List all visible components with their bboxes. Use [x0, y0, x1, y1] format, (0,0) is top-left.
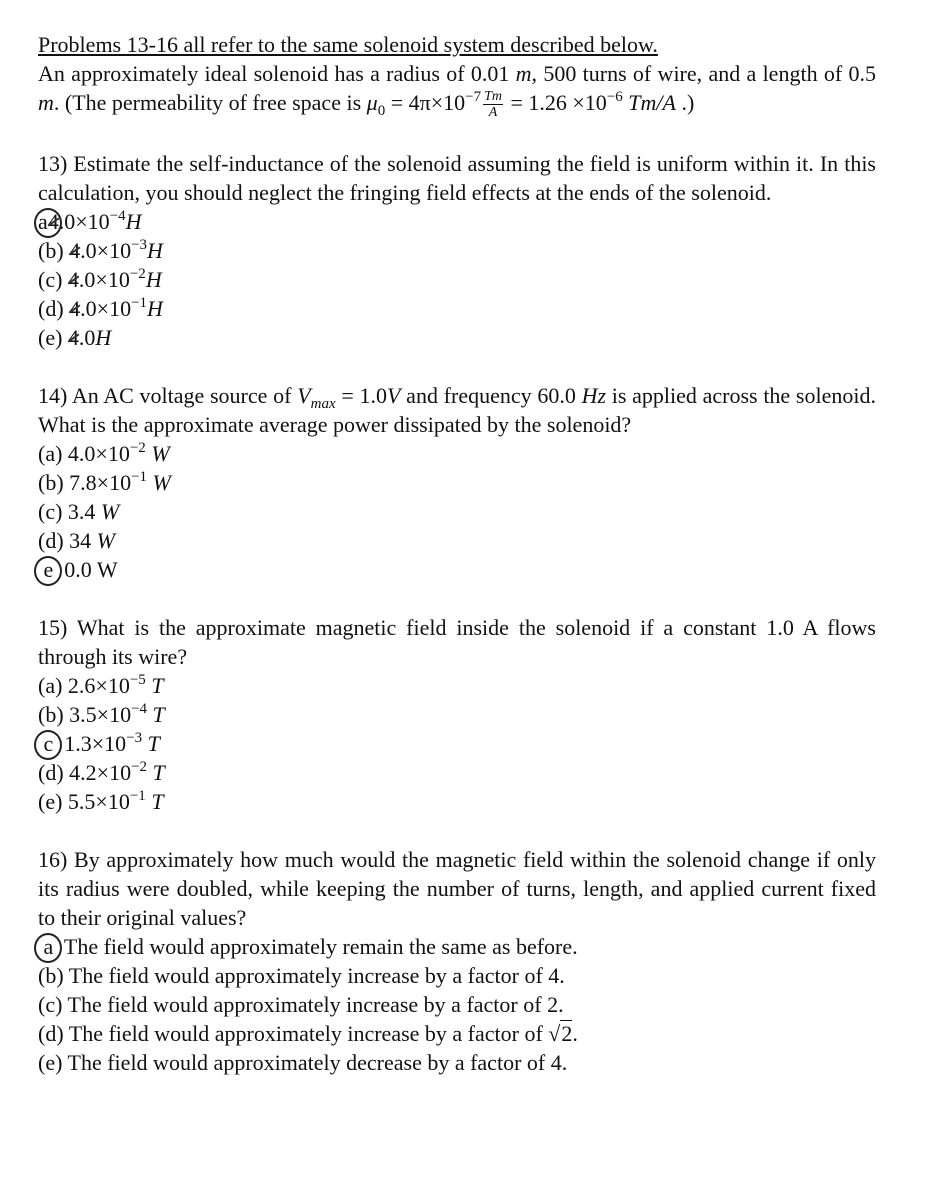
exponent: −2 [129, 266, 146, 283]
choice-value: 34 [69, 528, 92, 554]
mu-symbol: μ [366, 90, 378, 115]
choice-label: (a) [38, 673, 63, 699]
exponent: −1 [131, 469, 148, 486]
problem-16 [38, 845, 876, 1077]
choice-text: . [572, 1021, 578, 1047]
choice-label: c [43, 731, 54, 757]
choice-label: (e) [38, 325, 63, 351]
choice-item[interactable] [38, 526, 876, 555]
choice-letter: c [45, 267, 56, 293]
choice-item[interactable] [38, 787, 876, 816]
question-stem: 13) Estimate the self-inductance of the solenoid assuming the field is uniform within it. In this calculation, you should neglect the fringing field effects at the ends of the solenoid. [38, 151, 876, 206]
problem-15 [38, 613, 876, 816]
choice-label: (c) [38, 499, 63, 525]
choice-value: 4.2×10 [69, 760, 132, 786]
exponent: −4 [131, 701, 148, 718]
choice-value: 4.0×10 [67, 441, 130, 467]
question-stem [38, 381, 876, 439]
choice-item[interactable]: (d) The field would approximately increase by a factor of √2. [38, 1021, 578, 1047]
choice-label: (d) [38, 760, 64, 786]
exponent: −1 [129, 788, 146, 805]
crossed-digit: 4 [69, 296, 81, 322]
stem-text: and frequency 60.0 [400, 383, 582, 409]
unit: T [151, 673, 164, 699]
fraction-denominator: A [488, 105, 498, 121]
choice-label: (c) [38, 992, 63, 1018]
exponent: −6 [606, 89, 623, 105]
unit: H [145, 267, 162, 293]
crossed-digit: 4 [67, 267, 79, 293]
choice-value: 0.0 W [64, 557, 118, 583]
choice-label: (b) [38, 702, 64, 728]
choice-item[interactable] [38, 932, 876, 961]
selected-answer-circle [38, 207, 48, 236]
choice-value: 3.4 [67, 499, 96, 525]
question-stem: 15) What is the approximate magnetic field inside the solenoid if a constant 1.0 A flows through its wire? [38, 615, 876, 670]
choice-letter: d [45, 296, 57, 322]
unit: H [125, 209, 142, 235]
choice-value: .0×10 [80, 238, 132, 264]
exponent: −3 [126, 730, 143, 747]
exponent: −4 [109, 208, 126, 225]
choice-text: The field would approximately decrease by a factor of 4. [67, 1050, 568, 1076]
choice-item[interactable] [38, 265, 876, 294]
choice-list [38, 671, 876, 816]
voltage-symbol: V [297, 383, 311, 409]
choice-label: a [38, 209, 48, 235]
problem-13 [38, 149, 876, 352]
stem-text: 14) An AC voltage source of [38, 383, 298, 409]
choice-list [38, 439, 876, 584]
unit-m: m [515, 61, 532, 86]
intro-text: , 500 turns of wire, and a length of 0.5 [531, 61, 876, 86]
choice-list [38, 207, 876, 352]
fraction-numerator: Tm [484, 89, 502, 105]
unit: T [147, 731, 160, 757]
choice-value: 1.3×10 [64, 731, 127, 757]
choice-letter: e [45, 325, 56, 351]
selected-answer-circle [38, 932, 59, 961]
intro-text: .) [675, 90, 695, 115]
section-heading: Problems 13-16 all refer to the same solenoid system described below. [38, 32, 658, 57]
choice-label: (d) [38, 296, 64, 322]
problem-14 [38, 381, 876, 584]
unit: T [152, 702, 165, 728]
choice-value: 3.5×10 [69, 702, 132, 728]
voltage-subscript: max [310, 396, 336, 413]
choice-label: (c) [38, 267, 63, 293]
crossed-digit: 4 [69, 238, 81, 264]
fraction-unit [483, 89, 503, 120]
unit: H [95, 325, 112, 351]
permeability-value: = 1.26 ×10 [504, 90, 607, 115]
choice-list [38, 932, 876, 1077]
choice-label: (e) [38, 1050, 63, 1076]
selected-answer-circle [38, 555, 59, 584]
choice-item[interactable] [38, 961, 876, 990]
unit: T [152, 760, 165, 786]
unit: H [147, 238, 163, 264]
choice-label: (d) [38, 1021, 64, 1047]
exponent: −1 [131, 295, 148, 312]
choice-item[interactable] [38, 439, 876, 468]
choice-item[interactable] [38, 323, 876, 352]
choice-label: (d) [38, 528, 64, 554]
choice-value: .0×10 [78, 267, 130, 293]
choice-value: .0×10 [58, 209, 110, 235]
unit: W [100, 499, 120, 525]
exponent: −5 [129, 672, 146, 689]
choice-label: (e) [38, 789, 63, 815]
unit: W [151, 441, 170, 467]
unit: W [152, 470, 171, 496]
choice-value: 2.6×10 [67, 673, 130, 699]
crossed-digit: 4 [47, 209, 59, 235]
choice-label: (b) [38, 238, 64, 264]
choice-item[interactable] [38, 990, 876, 1019]
unit: H [147, 296, 163, 322]
choice-value: 5.5×10 [67, 789, 130, 815]
intro-text: . (The permeability of free space is [53, 90, 367, 115]
selected-answer-circle [38, 729, 59, 758]
choice-item[interactable] [38, 207, 876, 236]
exponent: −2 [129, 440, 146, 457]
sqrt-radicand: 2 [561, 1021, 573, 1047]
crossed-digit: 4 [67, 325, 79, 351]
unit-tm-per-a: Tm/A [622, 90, 676, 115]
choice-label: (b) [38, 470, 64, 496]
document-page [38, 30, 876, 1077]
choice-text: The field would approximately increase by a factor of 2. [67, 992, 564, 1018]
choice-item[interactable] [38, 468, 876, 497]
choice-item[interactable] [38, 729, 876, 758]
choice-item[interactable] [38, 700, 876, 729]
choice-item[interactable] [38, 758, 876, 787]
choice-label: e [43, 557, 54, 583]
mu-subscript: 0 [377, 103, 386, 119]
unit: V [387, 383, 401, 409]
choice-value: 7.8×10 [69, 470, 132, 496]
choice-item[interactable] [38, 294, 876, 323]
question-stem: 16) By approximately how much would the magnetic field within the solenoid change if only its radius were doubled, while keeping the number of turns, length, and applied current fixed to their original values? [38, 847, 876, 931]
exponent: −2 [131, 759, 148, 776]
stem-text: is applied across the solenoid. What is the approximate average power dissipated by the solenoid? [38, 383, 876, 438]
unit: Hz [581, 383, 607, 409]
choice-text: The field would approximately remain the same as before. [63, 934, 578, 960]
permeability-value: = 4π×10 [385, 90, 466, 115]
choice-letter: b [45, 238, 57, 264]
choice-item[interactable] [38, 497, 876, 526]
exponent: −3 [131, 237, 148, 254]
unit-m: m [38, 90, 54, 115]
choice-item[interactable] [38, 671, 876, 700]
exponent: −7 [465, 89, 482, 105]
choice-item[interactable] [38, 236, 876, 265]
choice-item[interactable] [38, 555, 876, 584]
choice-label: (a) [38, 441, 63, 467]
choice-value: .0 [78, 325, 96, 351]
unit: T [151, 789, 164, 815]
intro-text: An approximately ideal solenoid has a radius of 0.01 [38, 61, 516, 86]
choice-item[interactable] [38, 1048, 876, 1077]
stem-text: = 1.0 [335, 383, 387, 409]
choice-value: .0×10 [80, 296, 132, 322]
choice-text: The field would approximately increase by a factor of [68, 1021, 549, 1047]
unit: W [96, 528, 115, 554]
choice-text: The field would approximately increase by a factor of 4. [68, 963, 565, 989]
choice-label: a [43, 934, 54, 960]
choice-label: (b) [38, 963, 64, 989]
problem-intro [38, 59, 876, 120]
